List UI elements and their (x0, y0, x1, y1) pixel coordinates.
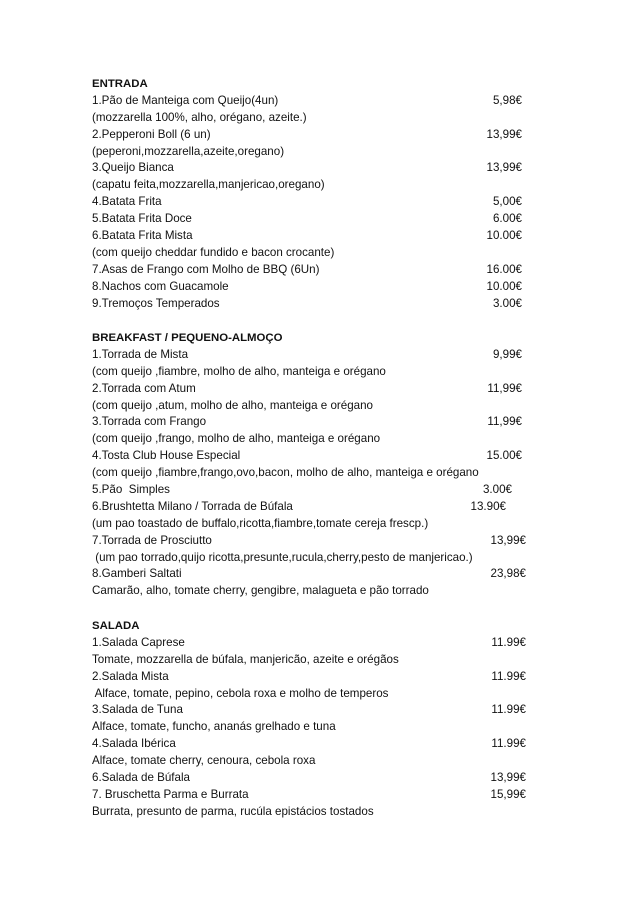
item-price: 13,99€ (486, 127, 522, 141)
item-name: 2.Pepperoni Boll (6 un) (92, 127, 211, 141)
item-name: 3.Torrada com Frango (92, 415, 207, 429)
item-description: Tomate, mozzarella de búfala, manjericão, azeite e orégãos (92, 652, 399, 666)
menu-item-description (92, 686, 522, 703)
item-price: 15.00€ (486, 449, 522, 463)
menu-item-description (92, 753, 522, 770)
menu-item (92, 770, 526, 787)
menu-item-description (92, 804, 522, 821)
menu-item (92, 93, 522, 110)
menu-item (92, 787, 526, 804)
menu-item (92, 414, 522, 431)
item-description: (com queijo ,fiambre, molho de alho, manteiga e orégano (92, 364, 386, 378)
item-description: (peperoni,mozzarella,azeite,oregano) (92, 144, 285, 158)
item-price: 5,00€ (492, 195, 522, 209)
menu-item-description (92, 144, 522, 161)
item-price: 11.99€ (491, 669, 526, 683)
item-name: 1.Salada Caprese (92, 635, 185, 649)
item-name: 4.Batata Frita (92, 195, 162, 209)
menu-item-description (92, 550, 522, 567)
item-name: 4.Salada Ibérica (92, 737, 176, 751)
menu-item-description (92, 465, 522, 482)
menu-item (92, 296, 522, 313)
menu-item (92, 279, 522, 296)
item-name: 8.Nachos com Guacamole (92, 279, 229, 293)
item-name: 2.Torrada com Atum (92, 381, 196, 395)
item-description: Alface, tomate, funcho, ananás grelhado e tuna (92, 720, 336, 734)
item-name: 4.Tosta Club House Especial (92, 449, 241, 463)
item-name: 8.Gamberi Saltati (92, 567, 182, 581)
item-price: 9,99€ (492, 347, 522, 361)
item-price: 10.00€ (486, 229, 522, 243)
item-description: (com queijo ,fiambre,frango,ovo,bacon, molho de alho, manteiga e orégano (92, 466, 479, 480)
item-price: 11.99€ (491, 635, 526, 649)
menu-item (92, 347, 522, 364)
section-entrada (92, 76, 522, 312)
item-description: (um pao toastado de buffalo,ricotta,fiambre,tomate cereja frescp.) (92, 516, 429, 530)
menu-item (92, 702, 526, 719)
menu-item (92, 533, 526, 550)
menu-item-description (92, 583, 522, 600)
section-title: SALADA (92, 620, 140, 632)
menu-item (92, 228, 522, 245)
item-description: Burrata, presunto de parma, rucúla epistácios tostados (92, 804, 374, 818)
item-name: 6.Brushtetta Milano / Torrada de Búfala (92, 499, 293, 513)
item-description: Alface, tomate, pepino, cebola roxa e molho de temperos (92, 686, 389, 700)
item-description: (com queijo cheddar fundido e bacon crocante) (92, 245, 335, 259)
item-name: 1.Torrada de Mista (92, 347, 189, 361)
menu-item-description (92, 431, 522, 448)
item-description: (um pao torrado,quijo ricotta,presunte,rucula,cherry,pesto de manjericao.) (92, 550, 473, 564)
item-price: 13,99€ (490, 533, 526, 547)
item-price: 6.00€ (492, 212, 522, 226)
menu-item (92, 262, 522, 279)
item-name: 9.Tremoços Temperados (92, 296, 220, 310)
item-name: 7. Bruschetta Parma e Burrata (92, 787, 249, 801)
item-description: (com queijo ,atum, molho de alho, manteiga e orégano (92, 398, 373, 412)
menu-item (92, 211, 522, 228)
menu-item (92, 127, 522, 144)
menu-item (92, 736, 526, 753)
section-salada (92, 618, 526, 821)
menu-item-description (92, 398, 522, 415)
menu-item (92, 194, 522, 211)
item-price: 13,99€ (486, 161, 522, 175)
item-price: 13,99€ (490, 771, 526, 785)
section-breakfast (92, 330, 526, 600)
item-price: 16.00€ (486, 262, 522, 276)
item-name: 2.Salada Mista (92, 669, 169, 683)
menu-item (92, 669, 526, 686)
item-description: Camarão, alho, tomate cherry, gengibre, malagueta e pão torrado (92, 584, 429, 598)
menu-item (92, 566, 526, 583)
item-price: 11,99€ (487, 381, 522, 395)
item-name: 5.Batata Frita Doce (92, 212, 192, 226)
item-name: 5.Pão Simples (92, 483, 170, 497)
item-price: 13.90€ (470, 499, 506, 513)
item-price: 11,99€ (487, 415, 522, 429)
item-price: 23,98€ (490, 567, 526, 581)
menu-item (92, 635, 526, 652)
menu-item-description (92, 364, 522, 381)
item-name: 3.Salada de Tuna (92, 703, 183, 717)
menu-item-description (92, 245, 522, 262)
item-description: (capatu feita,mozzarella,manjericao,oregano) (92, 178, 325, 192)
item-description: (mozzarella 100%, alho, orégano, azeite.) (92, 110, 307, 124)
menu-item (92, 499, 522, 516)
menu-item (92, 482, 522, 499)
item-name: 3.Queijo Bianca (92, 161, 174, 175)
menu-item (92, 381, 522, 398)
menu-item-description (92, 110, 522, 127)
menu-item (92, 160, 522, 177)
item-name: 7.Asas de Frango com Molho de BBQ (6Un) (92, 262, 320, 276)
item-price: 10.00€ (486, 279, 522, 293)
item-price: 11.99€ (491, 703, 526, 717)
item-price: 5,98€ (492, 93, 522, 107)
section-title: BREAKFAST / PEQUENO-ALMOÇO (92, 332, 283, 344)
item-name: 7.Torrada de Prosciutto (92, 533, 212, 547)
menu-item (92, 448, 522, 465)
item-price: 3.00€ (482, 483, 512, 497)
menu-item-description (92, 652, 522, 669)
item-description: (com queijo ,frango, molho de alho, manteiga e orégano (92, 432, 381, 446)
menu-item-description (92, 719, 522, 736)
item-name: 1.Pão de Manteiga com Queijo(4un) (92, 93, 279, 107)
item-price: 3.00€ (492, 296, 522, 310)
item-price: 11.99€ (491, 737, 526, 751)
item-name: 6.Batata Frita Mista (92, 229, 193, 243)
item-name: 6.Salada de Búfala (92, 771, 190, 785)
menu-item-description (92, 177, 522, 194)
section-title: ENTRADA (92, 78, 148, 90)
item-description: Alface, tomate cherry, cenoura, cebola roxa (92, 754, 316, 768)
item-price: 15,99€ (490, 787, 526, 801)
menu-item-description (92, 516, 522, 533)
